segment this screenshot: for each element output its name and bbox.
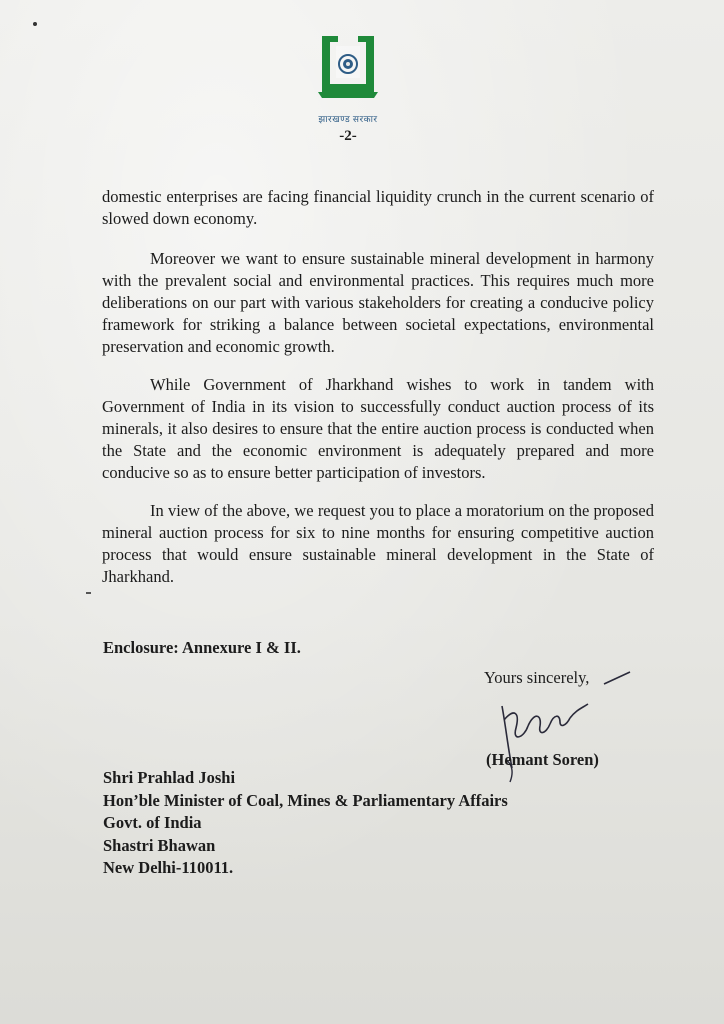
closing-salutation: Yours sincerely, [484,668,590,687]
jharkhand-emblem-icon [316,32,380,106]
margin-mark [86,592,91,594]
paragraph-4: In view of the above, we request you to place a moratorium on the proposed mineral auction process for six to nine months for ensuring competitive auction process that would ensure sustainable mineral development in the State of Jharkhand. [102,501,654,586]
address-line-4: Shastri Bhawan [103,835,216,855]
emblem-caption: झारखण्ड सरकार [318,114,378,124]
paragraph-3: While Government of Jharkhand wishes to work in tandem with Government of India in its vision to successfully conduct auction process of its minerals, it also desires to ensure that the entire auction process is conducted when the State and the economic environment is adequately prepared and more conducive so as to ensure better participation of investors. [102,375,654,482]
signer-name: (Hemant Soren) [486,750,599,769]
address-line-5: New Delhi-110011. [103,858,234,877]
address-line-3: Govt. of India [103,813,202,832]
address-line-1: Shri Prahlad Joshi [103,768,236,787]
handwritten-signature [484,668,644,788]
paragraph-2: Moreover we want to ensure sustainable mineral development in harmony with the prevalent social and environmental practices. This requires much more deliberations on our part with various stakeholders for creating a conducive policy framework for striking a balance between societal expectations, environmental preservation and economic growth. [102,249,654,356]
ink-dot [33,22,37,26]
enclosure-line: Enclosure: Annexure I & II. [103,638,301,657]
recipient-address [103,767,508,880]
page-number: -2- [339,128,357,144]
address-line-2: Hon’ble Minister of Coal, Mines & Parliamentary Affairs [103,790,508,810]
paragraph-1: domestic enterprises are facing financial liquidity crunch in the current scenario of slowed down economy. [102,187,654,228]
letter-body [102,186,654,604]
